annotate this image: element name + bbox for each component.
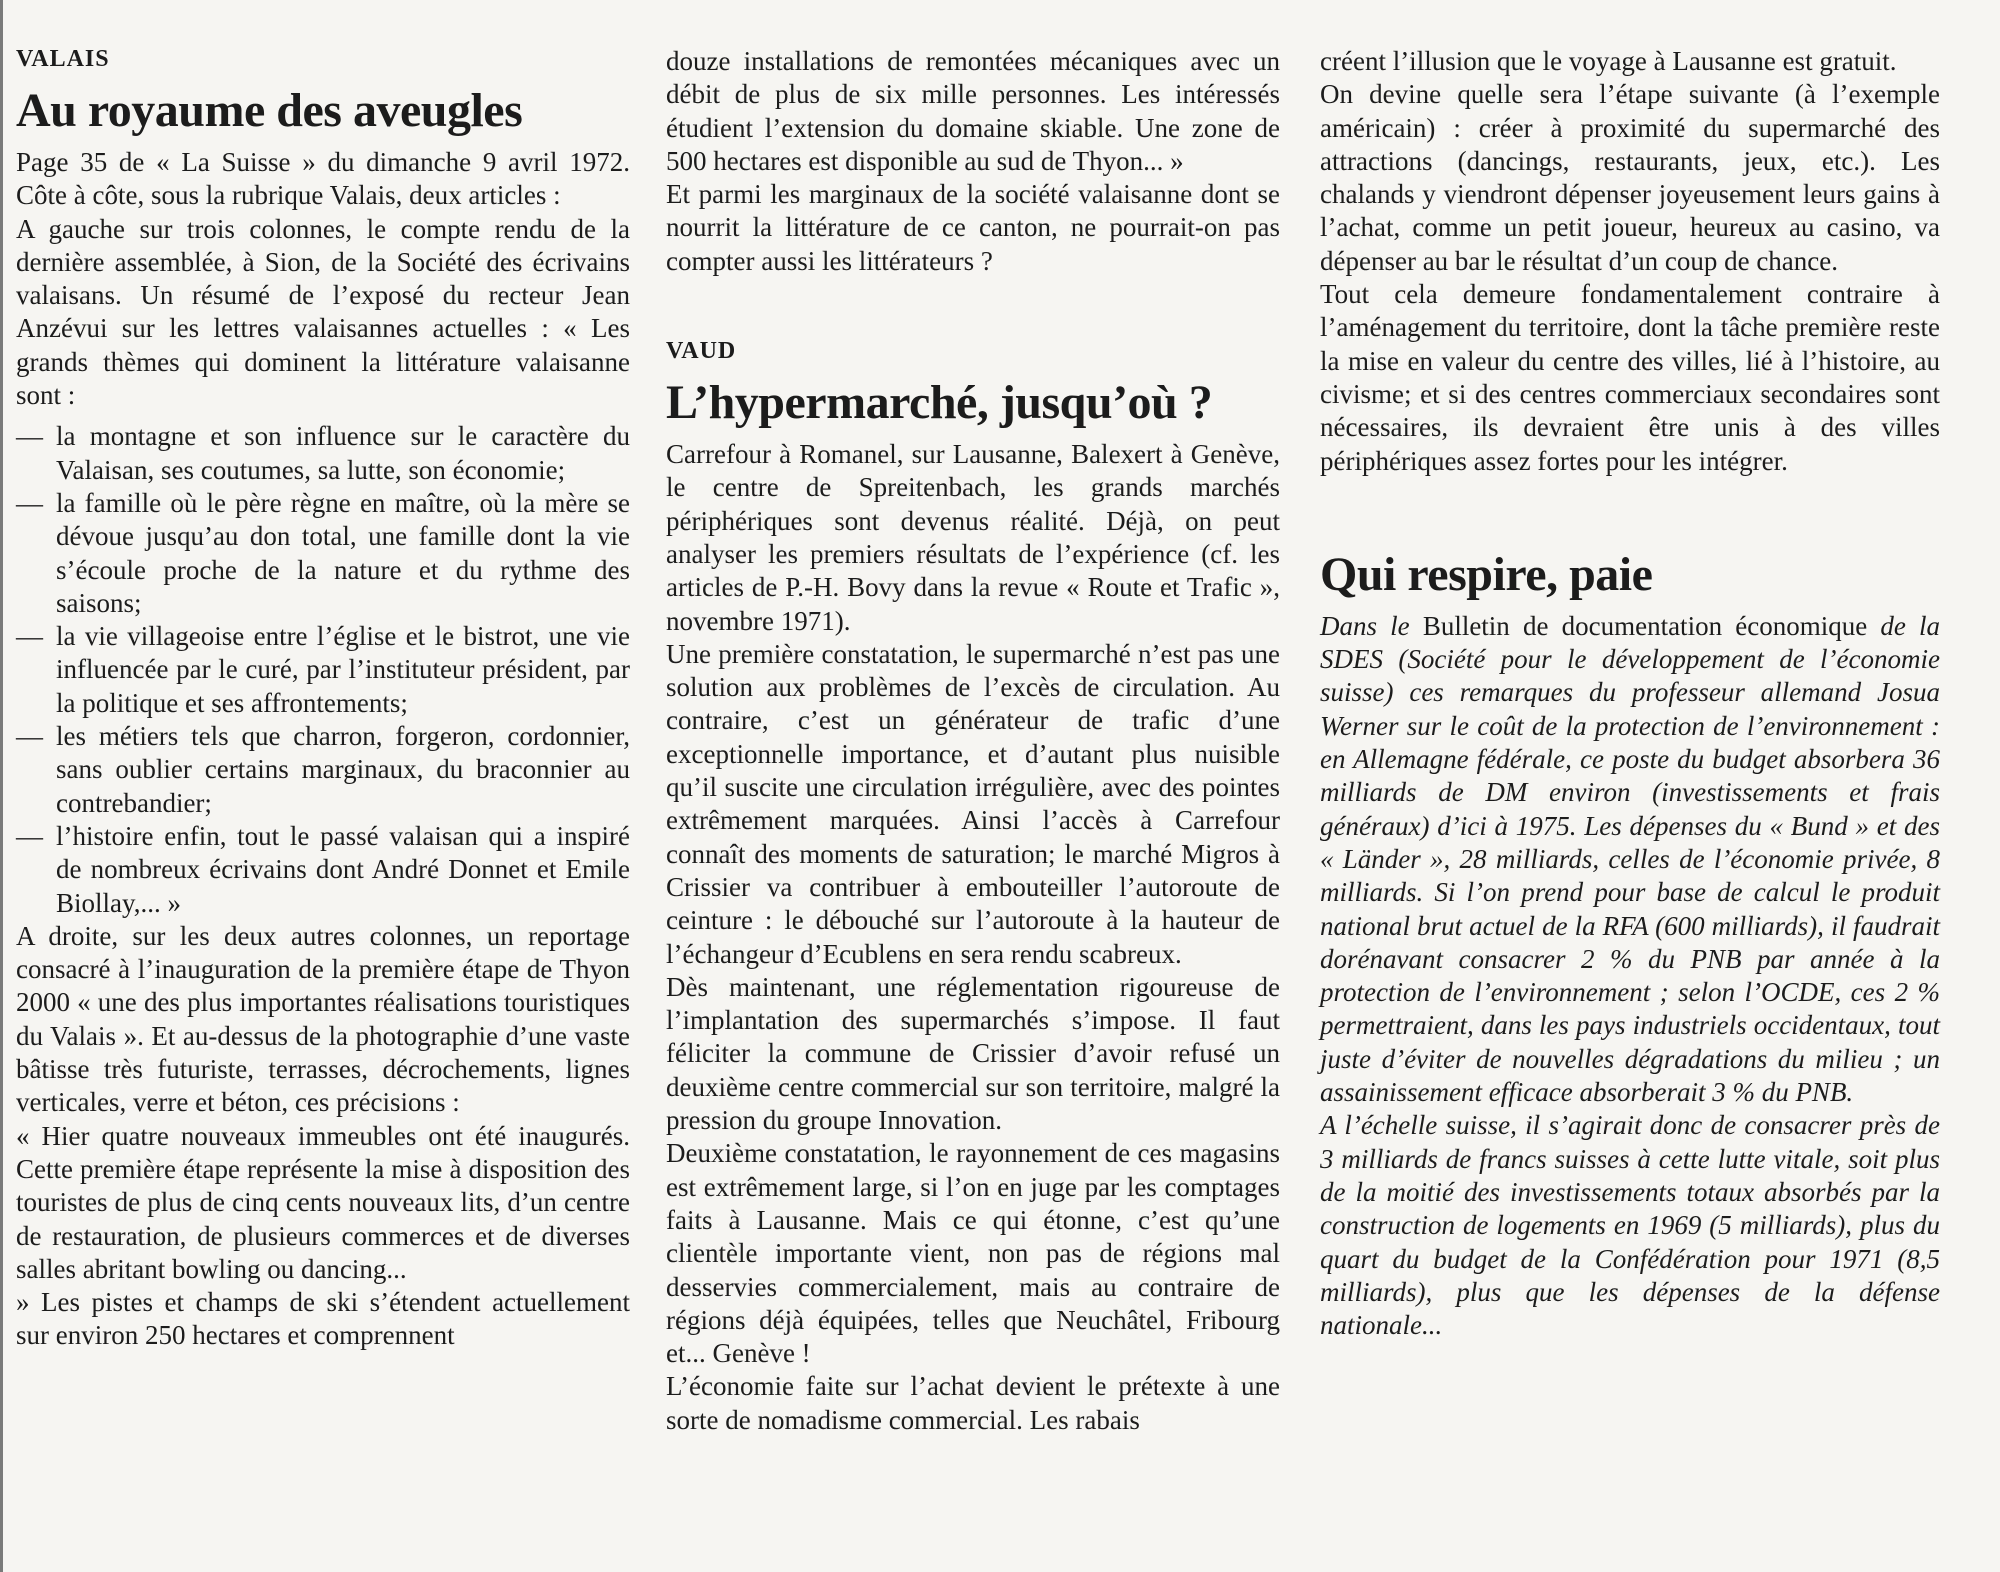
vaud-paragraph-5-continued	[1320, 45, 1940, 78]
column-1	[16, 44, 630, 1353]
vaud-paragraph-3: Dès maintenant, une réglementation rigoureuse de l’implantation des supermarchés s’impose. Il faut féliciter la commune de Crissier d’avoir refusé un deuxième centre commercial sur son territoire, malgré la pression du groupe Innovation.	[666, 971, 1280, 1136]
qui-paragraph-2: A l’échelle suisse, il s’agirait donc de consacrer près de 3 milliards de francs suisses à cette lutte vitale, soit plus de la moitié des investissements totaux absorbés par la construction de logements en 1969 (5 milliards), plus du quart du budget de la Confédération pour 1971 (8,5 milliards), plus que les dépenses de la défense nationale...	[1320, 1110, 1940, 1341]
section-label-valais: VALAIS	[16, 46, 110, 72]
valais-paragraph-4: « Hier quatre nouveaux immeubles ont été inaugurés. Cette première étape représente la mise à disposition des touristes de plus de cinq cents nouveaux lits, d’un centre de restauration, de plusieurs commerces et de diverses salles abritant bowling ou dancing...	[16, 1120, 630, 1284]
valais-themes-list	[16, 420, 630, 919]
valais-paragraph-5-text: » Les pistes et champs de ski s’étendent actuellement sur environ 250 hectares et comprennent	[16, 1287, 630, 1351]
section-label-vaud: VAUD	[666, 338, 737, 365]
headline-qui-respire: Qui respire, paie	[1320, 547, 1653, 601]
headline-valais: Au royaume des aveugles	[16, 84, 523, 137]
qui-lead-roman: Bulletin de documentation économique	[1409, 610, 1868, 641]
vaud-paragraph-5-start	[666, 1370, 1280, 1437]
list-item: — la montagne et son influence sur le caractère du Valaisan, ses coutumes, sa lutte, son économie;	[16, 420, 630, 487]
list-item: — les métiers tels que charron, forgeron, cordonnier, sans oublier certains marginaux, du braconnier au contrebandier;	[16, 720, 630, 820]
column-2	[666, 45, 1280, 1437]
vaud-paragraph-5-continued-text: créent l’illusion que le voyage à Lausanne est gratuit.	[1320, 46, 1897, 76]
page-edge-rule	[0, 0, 3, 1572]
valais-paragraph-1: Page 35 de « La Suisse » du dimanche 9 avril 1972. Côte à côte, sous la rubrique Valais, deux articles :	[16, 147, 630, 211]
list-item: — la vie villageoise entre l’église et le bistrot, une vie influencée par le curé, par l’instituteur président, par la politique et ses affrontements;	[16, 620, 630, 720]
vaud-paragraph-1: Carrefour à Romanel, sur Lausanne, Balexert à Genève, le centre de Spreitenbach, les grands marchés périphériques sont devenus réalité. Déjà, on peut analyser les premiers résultats de l’expérience (cf. les articles de P.-H. Bovy dans la revue « Route et Trafic », novembre 1971).	[666, 439, 1280, 636]
valais-paragraph-5-continued-text: douze installations de remontées mécaniques avec un débit de plus de six mille personnes. Les intéressés étudient l’extension du domaine skiable. Une zone de 500 hectares est disponible au sud de Thyon... »	[666, 46, 1280, 176]
qui-body-text: de la SDES (Société pour le développement de l’économie suisse) ces remarques du professeur allemand Josua Werner sur le coût de la protection de l’environnement : en Allemagne fédérale, ce poste du budget absorbera 36 milliards de DM environ (investissements et frais généraux) d’ici à 1975. Les dépenses du « Bund » et des « Länder », 28 milliards, celles de l’économie privée, 8 milliards. Si l’on prend pour base de calcul le produit national brut actuel de la RFA (600 milliards), il faudrait dorénavant consacrer 2 % du PNB par année à la protection de l’environnement ; selon l’OCDE, ces 2 % permettraient, dans les pays industriels occidentaux, tout juste d’éviter de nouvelles dégradations du milieu ; un assainissement efficace absorberait 3 % du PNB.	[1320, 610, 1940, 1108]
valais-paragraph-6: Et parmi les marginaux de la société valaisanne dont se nourrit la littérature de ce canton, ne pourrait-on pas compter aussi les littérateurs ?	[666, 179, 1280, 276]
list-item: — l’histoire enfin, tout le passé valaisan qui a inspiré de nombreux écrivains dont André Donnet et Emile Biollay,... »	[16, 820, 630, 920]
column-3	[1320, 45, 1940, 1342]
valais-paragraph-5-start	[16, 1286, 630, 1353]
valais-paragraph-2: A gauche sur trois colonnes, le compte rendu de la dernière assemblée, à Sion, de la Société des écrivains valaisans. Un résumé de l’exposé du recteur Jean Anzévui sur les lettres valaisannes actuelles : « Les grands thèmes qui dominent la littérature valaisanne sont :	[16, 213, 630, 411]
vaud-paragraph-5-text: L’économie faite sur l’achat devient le prétexte à une sorte de nomadisme commercial. Les rabais	[666, 1371, 1280, 1435]
vaud-paragraph-2: Une première constatation, le supermarché n’est pas une solution aux problèmes de l’excès de circulation. Au contraire, c’est un générateur de trafic d’une exceptionnelle importance, et d’autant plus nuisible qu’il suscite une circulation irrégulière, avec des pointes extrêmement marquées. Ainsi l’accès à Carrefour connaît des moments de saturation; le marché Migros à Crissier va contribuer à embouteiller l’autoroute de ceinture : le débouché sur l’autoroute à la hauteur de l’échangeur d’Ecublens en sera rendu scabreux.	[666, 638, 1280, 969]
list-item: — la famille où le père règne en maître, où la mère se dévoue jusqu’au don total, une famille dont la vie s’écoule proche de la nature et du rythme des saisons;	[16, 487, 630, 620]
vaud-paragraph-6: On devine quelle sera l’étape suivante (à l’exemple américain) : créer à proximité du supermarché des attractions (dancings, restaurants, jeux, etc.). Les chalands y viendront dépenser joyeusement leurs gains à l’achat, comme un petit joueur, heureux au casino, va dépenser au bar le résultat d’un coup de chance.	[1320, 79, 1940, 276]
qui-lead-italic: Dans le	[1320, 610, 1410, 641]
valais-paragraph-3: A droite, sur les deux autres colonnes, un reportage consacré à l’inauguration de la première étape de Thyon 2000 « une des plus importantes réalisations touristiques du Valais ». Et au-dessus de la photographie d’une vaste bâtisse très futuriste, terrasses, décrochements, lignes verticales, verre et béton, ces précisions :	[16, 920, 630, 1118]
qui-paragraph-1	[1320, 610, 1940, 1109]
vaud-paragraph-7: Tout cela demeure fondamentalement contraire à l’aménagement du territoire, dont la tâche première reste la mise en valeur du centre des villes, lié à l’histoire, au civisme; et si des centres commerciaux secondaires sont nécessaires, ils devraient être unis à des villes périphériques assez fortes pour les intégrer.	[1320, 279, 1940, 476]
vaud-paragraph-4: Deuxième constatation, le rayonnement de ces magasins est extrêmement large, si l’on en juge par les comptages faits à Lausanne. Mais ce qui étonne, c’est qu’une clientèle importante vient, non pas de régions mal desservies commercialement, mais au contraire de régions déjà équipées, telles que Neuchâtel, Fribourg et... Genève !	[666, 1138, 1280, 1369]
headline-vaud: L’hypermarché, jusqu’où ?	[666, 376, 1213, 430]
valais-paragraph-5-continued	[666, 45, 1280, 178]
